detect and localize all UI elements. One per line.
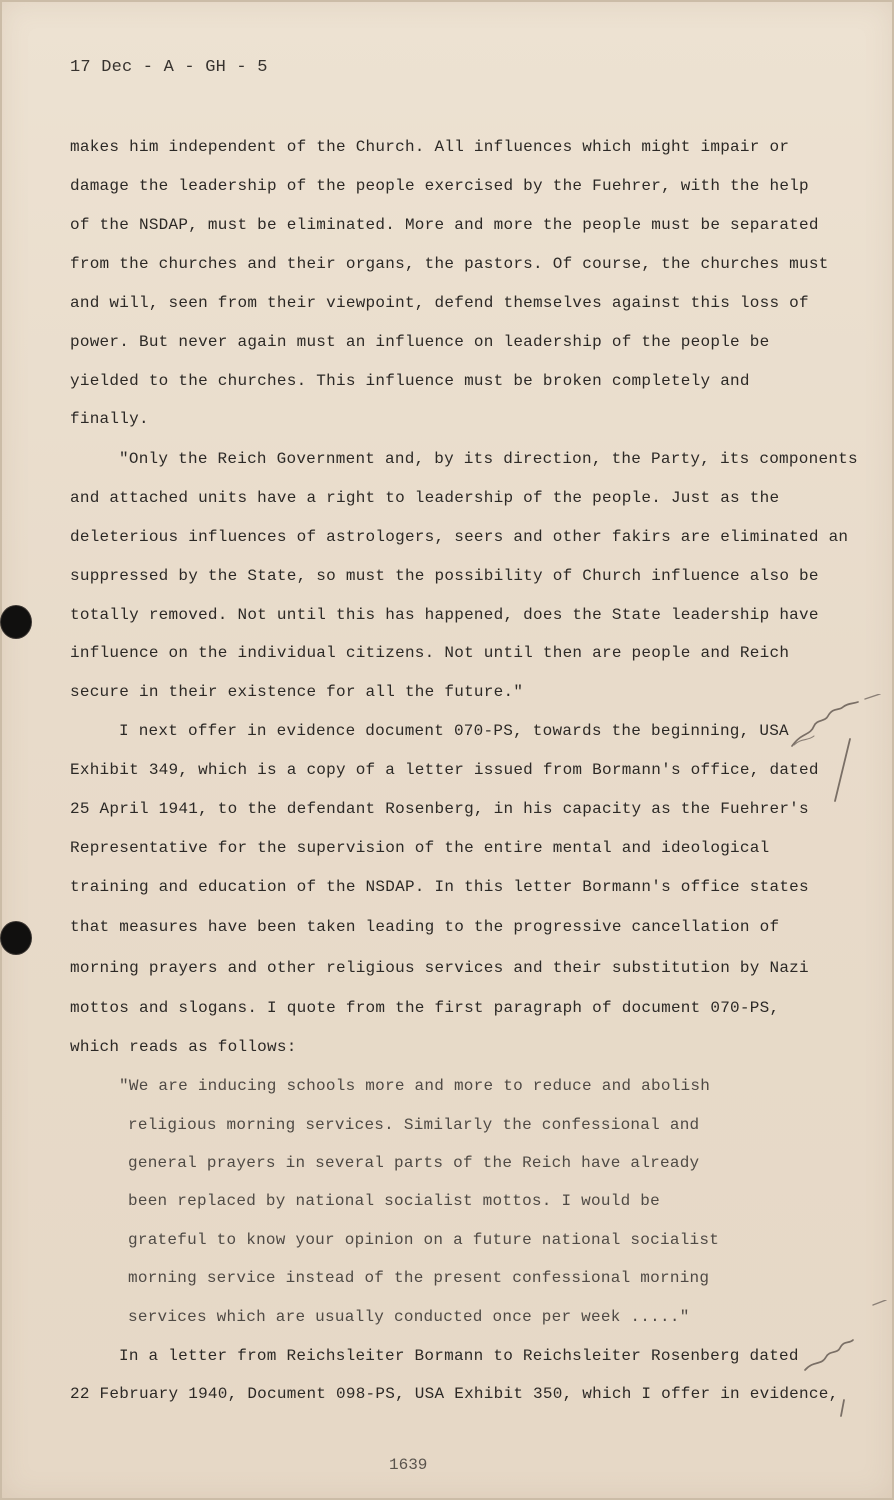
quoted-line: religious morning services. Similarly the confessional and: [128, 1116, 700, 1134]
document-line: yielded to the churches. This influence must be broken completely and: [70, 372, 750, 390]
document-line: 22 February 1940, Document 098-PS, USA Exhibit 350, which I offer in evidence,: [70, 1385, 839, 1403]
document-line: In a letter from Reichsleiter Bormann to Reichsleiter Rosenberg dated: [119, 1347, 799, 1365]
margin-pencil-mark-upper: [786, 694, 886, 804]
document-line: secure in their existence for all the future.": [70, 683, 524, 701]
document-line: morning prayers and other religious services and their substitution by Nazi: [70, 959, 809, 977]
page-number: 1639: [389, 1456, 428, 1474]
document-line: that measures have been taken leading to the progressive cancellation of: [70, 918, 780, 936]
document-line: and attached units have a right to leadership of the people. Just as the: [70, 489, 780, 507]
document-line: deleterious influences of astrologers, seers and other fakirs are eliminated an: [70, 528, 849, 546]
page-header: 17 Dec - A - GH - 5: [70, 58, 268, 77]
document-line: 25 April 1941, to the defendant Rosenberg, in his capacity as the Fuehrer's: [70, 800, 809, 818]
document-line: and will, seen from their viewpoint, defend themselves against this loss of: [70, 294, 809, 312]
binding-hole-bottom: [1, 922, 31, 954]
document-line: totally removed. Not until this has happened, does the State leadership have: [70, 606, 819, 624]
document-line: mottos and slogans. I quote from the first paragraph of document 070-PS,: [70, 999, 780, 1017]
document-line: finally.: [70, 410, 149, 428]
quoted-line: services which are usually conducted once per week .....": [128, 1308, 690, 1326]
document-line: suppressed by the State, so must the possibility of Church influence also be: [70, 567, 819, 585]
quoted-line: morning service instead of the present confessional morning: [128, 1269, 710, 1287]
quoted-line: grateful to know your opinion on a future national socialist: [128, 1231, 720, 1249]
binding-hole-top: [1, 606, 31, 638]
document-line: Representative for the supervision of the entire mental and ideological: [70, 839, 770, 857]
document-line: training and education of the NSDAP. In this letter Bormann's office states: [70, 878, 809, 896]
quoted-line: general prayers in several parts of the Reich have already: [128, 1154, 700, 1172]
document-line: "Only the Reich Government and, by its direction, the Party, its components: [119, 450, 858, 468]
document-line: I next offer in evidence document 070-PS, towards the beginning, USA: [119, 722, 789, 740]
quoted-line: "We are inducing schools more and more to reduce and abolish: [119, 1077, 711, 1095]
document-line: damage the leadership of the people exercised by the Fuehrer, with the help: [70, 177, 809, 195]
document-line: influence on the individual citizens. Not until then are people and Reich: [70, 644, 790, 662]
quoted-line: been replaced by national socialist mottos. I would be: [128, 1192, 660, 1210]
document-line: power. But never again must an influence on leadership of the people be: [70, 333, 770, 351]
document-line: which reads as follows:: [70, 1038, 297, 1056]
document-line: Exhibit 349, which is a copy of a letter issued from Bormann's office, dated: [70, 761, 819, 779]
document-line: makes him independent of the Church. All influences which might impair or: [70, 138, 790, 156]
document-line: from the churches and their organs, the pastors. Of course, the churches must: [70, 255, 829, 273]
document-line: of the NSDAP, must be eliminated. More and more the people must be separated: [70, 216, 819, 234]
